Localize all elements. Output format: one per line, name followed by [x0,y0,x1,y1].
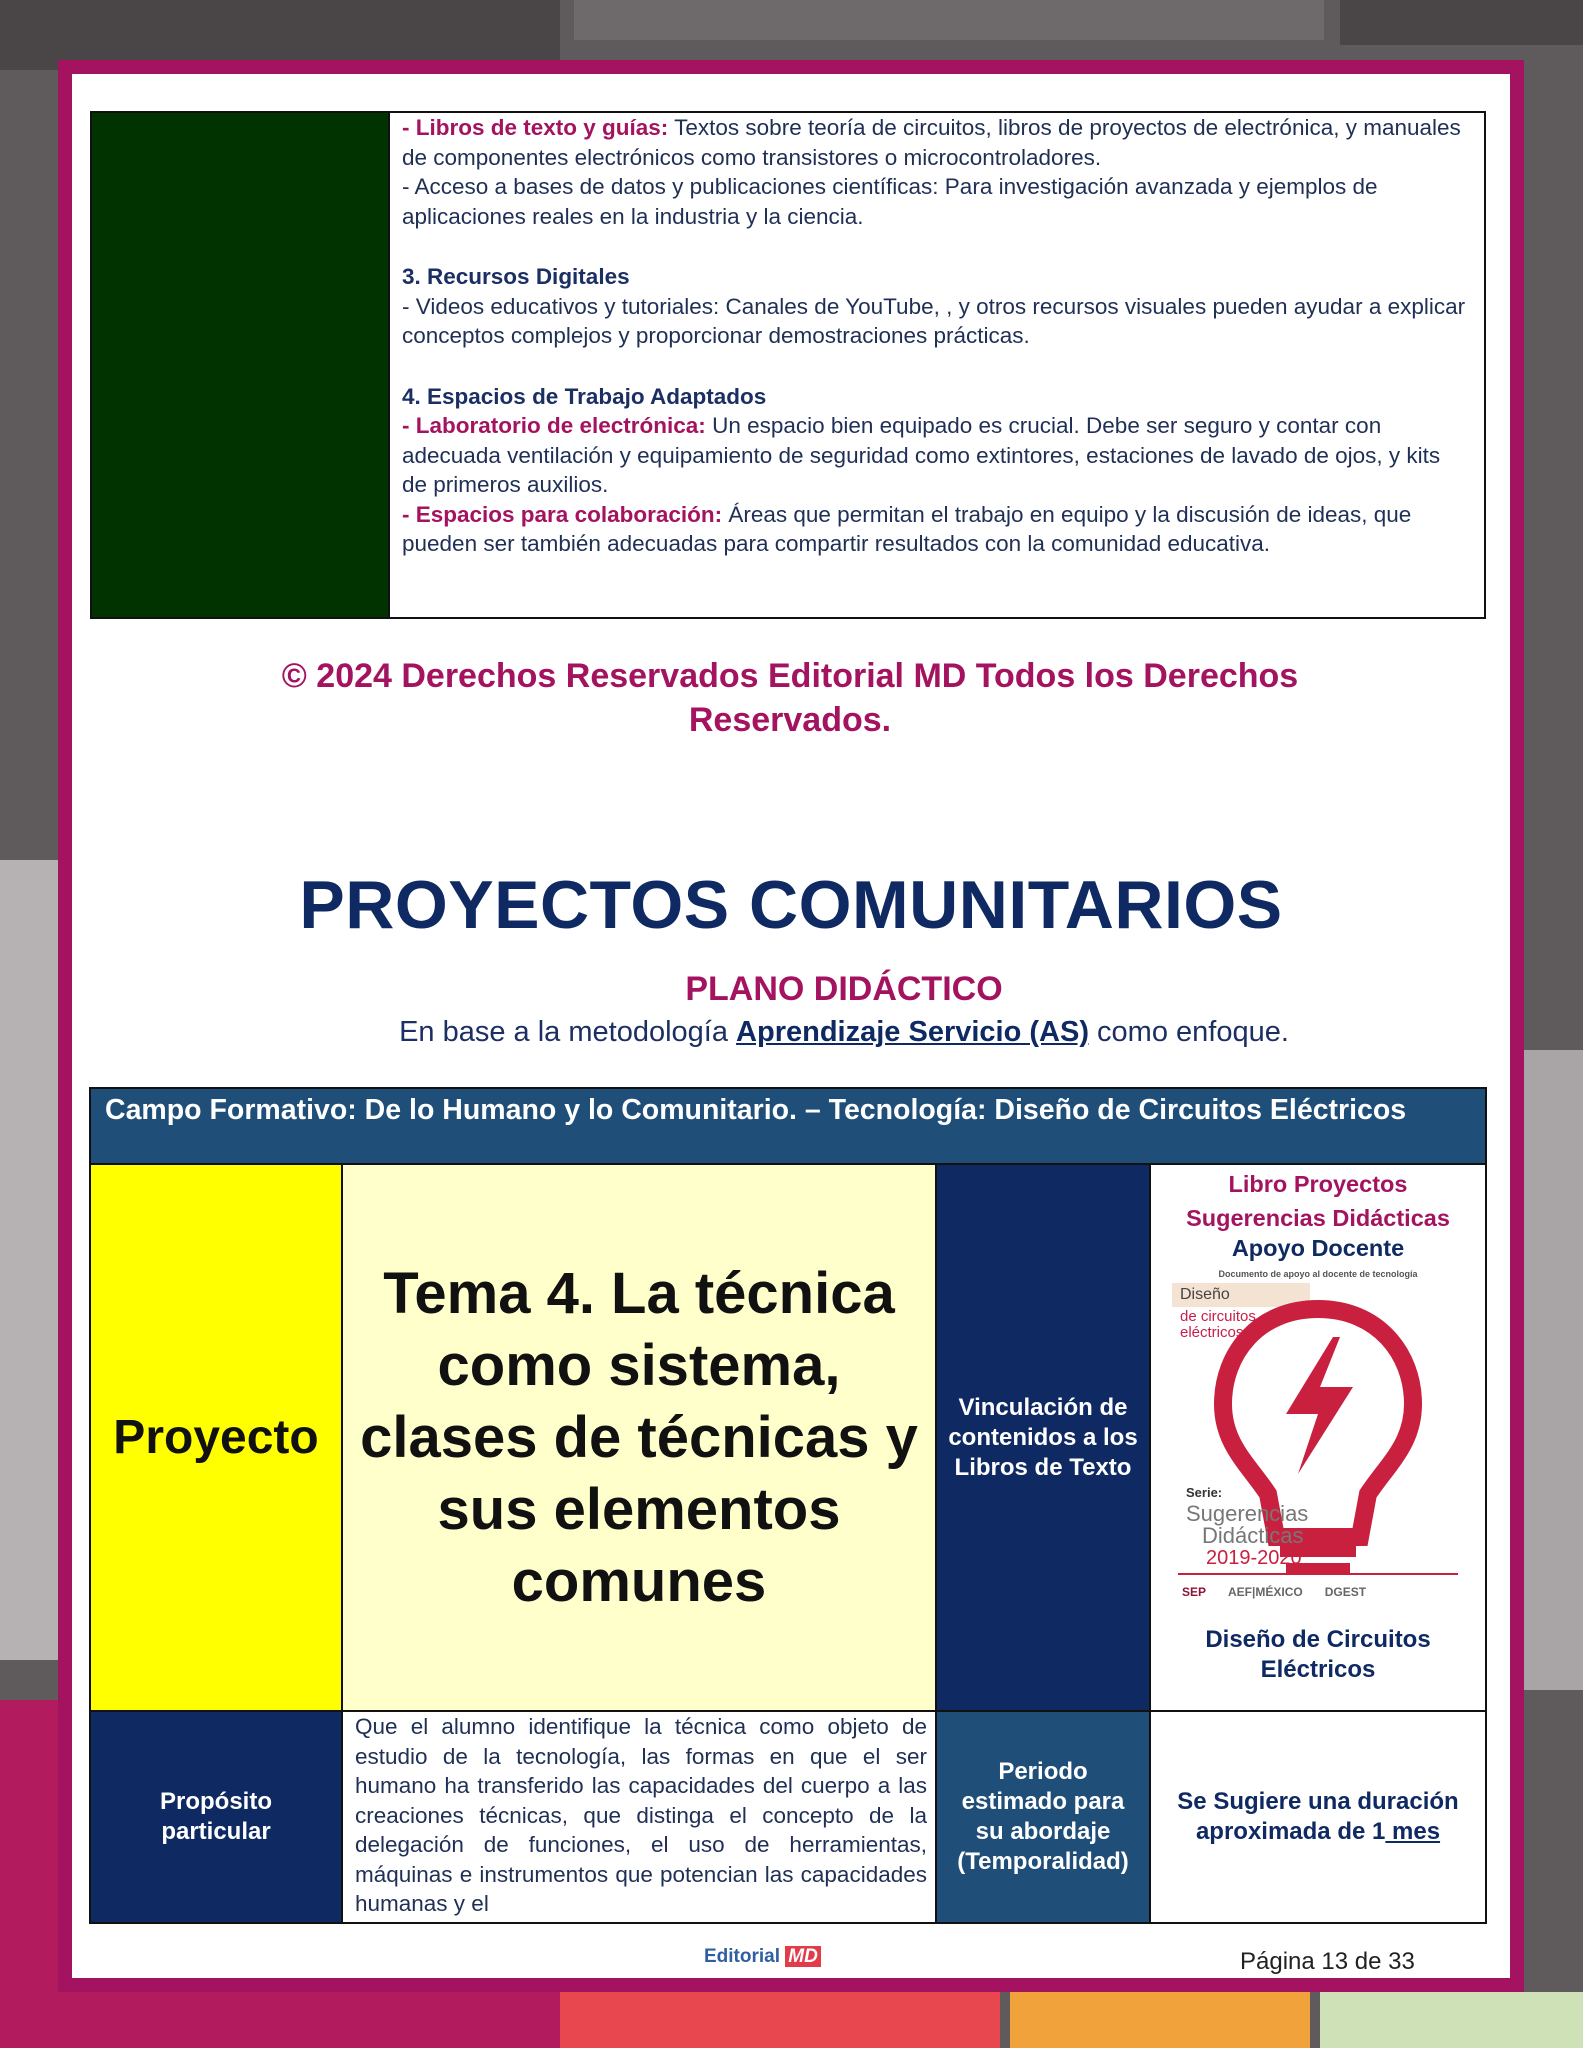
metodologia-link[interactable]: Aprendizaje Servicio (AS) [736,1016,1089,1048]
cover-serie: Serie: [1186,1485,1223,1500]
duracion-prefix: Se Sugiere una duración aproximada de 1 [1177,1788,1459,1845]
libro-line2: Sugerencias Didácticas [1186,1205,1450,1231]
libros-label: - Libros de texto y guías: [402,115,669,140]
colab-text: Áreas que permitan el trabajo en equipo y la discusión de ideas, que pueden ser también adecuadas para compartir resultados con la comunidad educativa. [402,501,1412,556]
resources-table [90,111,1486,619]
planning-table [89,1087,1487,1924]
vinculacion-label: Vinculación de contenidos a los Libros de Texto [937,1165,1151,1710]
tema-title [343,1165,937,1710]
duracion-cell [1151,1710,1485,1922]
logo-text: Editorial [704,1946,781,1967]
logo-md: MD [785,1946,821,1967]
sep-logo: SEP [1182,1585,1207,1599]
resources-table-label-cell [92,113,390,617]
duracion-text [1165,1787,1471,1847]
bases-text: - Acceso a bases de datos y publicaciones científicas: Para investigación avanzada y ejemplos de aplicaciones reales en la industria y la ciencia. [402,174,1378,229]
cover-years: 2019-2020 [1206,1547,1302,1569]
proposito-label: Propósito particular [91,1710,343,1922]
duracion-unit: mes [1385,1818,1441,1845]
colab-item [402,500,1470,559]
metodologia-suffix: como enfoque. [1088,1016,1289,1048]
cover-series-name2: Didácticas [1202,1523,1304,1548]
digitales-heading: 3. Recursos Digitales [402,264,630,289]
metodologia-line [72,1016,1583,1049]
libro-cell [1151,1165,1485,1710]
cover-diseno: Diseño [1172,1283,1310,1307]
lab-item [402,411,1470,500]
proyecto-label: Proyecto [91,1165,343,1710]
copyright-notice: © 2024 Derechos Reservados Editorial MD Todos los Derechos Reservados. [281,657,1299,739]
cover-series-name1: Sugerencias [1186,1501,1309,1526]
cover-doc-label: Documento de apoyo al docente de tecnología [1218,1269,1418,1279]
colab-label: - Espacios para colaboración: [402,501,723,527]
cover-subject: de circuitos eléctricos [1180,1308,1256,1341]
libros-item [402,113,1470,172]
tema-text: Tema 4. La técnica como sistema, clases de técnicas y sus elementos comunes [360,1260,918,1614]
plano-title: PLANO DIDÁCTICO [685,970,1003,1008]
aef-logo: AEF|MÉXICO [1228,1585,1303,1599]
page-title: PROYECTOS COMUNITARIOS [299,867,1283,943]
digitales-text: - Videos educativos y tutoriales: Canales de YouTube, , y otros recursos visuales pueden ayudar a explicar conceptos complejos y proporcionar demostraciones prácticas. [402,293,1466,348]
periodo-label: Periodo estimado para su abordaje (Temporalidad) [937,1710,1151,1922]
libros-text: Textos sobre teoría de circuitos, libros de proyectos de electrónica, y manuales de componentes electrónicos como transistores o microcontroladores. [402,115,1461,170]
resources-table-content [390,113,1484,617]
espacios-heading: 4. Espacios de Trabajo Adaptados [402,383,767,409]
book-cover-image[interactable] [1168,1269,1468,1619]
lab-label: - Laboratorio de electrónica: [402,413,706,438]
metodologia-prefix: En base a la metodología [399,1016,737,1048]
libro-footer: Diseño de Circuitos Eléctricos [1205,1626,1431,1683]
cover-logos [1182,1585,1462,1599]
proposito-text: Que el alumno identifique la técnica como objeto de estudio de la tecnología, las formas en que el ser humano ha transferido las capacidades del cuerpo a las creaciones técnicas, que distinga el concepto de la delegación de funciones, el uso de herramientas, máquinas e instrumentos que potencian las capacidades humanas y el [343,1710,937,1922]
dgest-logo: DGEST [1324,1585,1367,1599]
libro-line1: Libro Proyectos [1228,1171,1408,1197]
table-header: Campo Formativo: De lo Humano y lo Comunitario. – Tecnología: Diseño de Circuitos Eléctricos [91,1089,1485,1165]
libro-line3: Apoyo Docente [1231,1235,1405,1261]
lab-text: Un espacio bien equipado es crucial. Debe ser seguro y contar con adecuada ventilación y equipamiento de seguridad como extintores, estaciones de lavado de ojos, y kits de primeros auxilios. [402,413,1441,497]
page-number: Página 13 de 33 [1240,1948,1415,1975]
editorial-logo [704,1946,821,1968]
